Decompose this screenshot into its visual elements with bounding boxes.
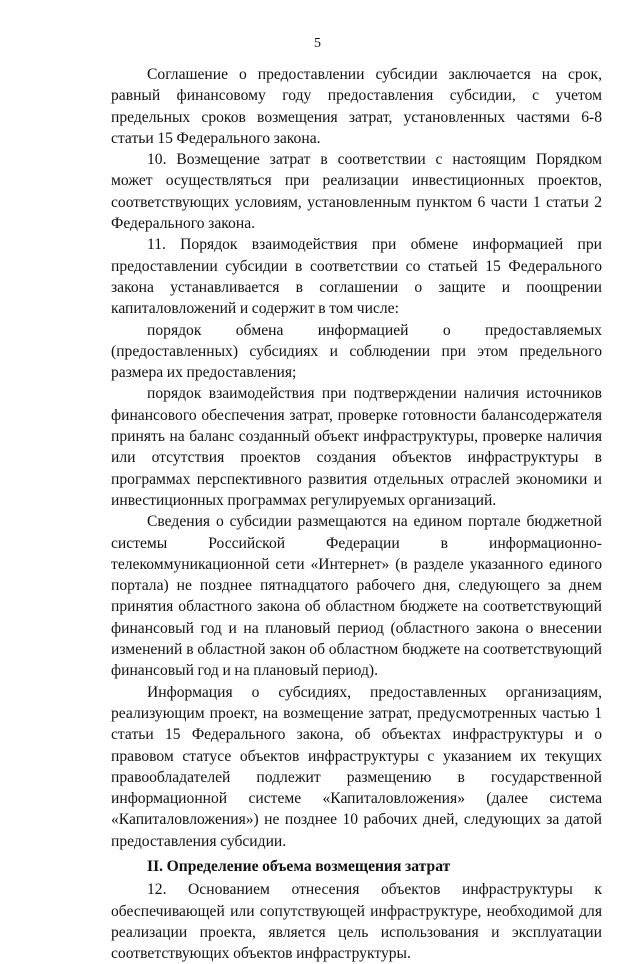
- paragraph-subsidy-agreement-term: Соглашение о предоставлении субсидии заключается на срок, равный финансовому году предоставления субсидии, с учетом предельных сроков возмещения затрат, установленных частями 6-8 статьи 15 Федерального закона.: [111, 66, 602, 147]
- paragraph-capital-investments-system: Информация о субсидиях, предоставленных организациям, реализующим проект, на возмещение затрат, предусмотренных частью 1 статьи 15 Федерального закона, об объектах инфраструктуры и о правовом статусе объектов инфраструктуры с указанием их текущих правообладателей подлежит размещению в государственной информационной системе «Капиталовложения» (далее система «Капиталовложения») не позднее 10 рабочих дней, следующих за датой предоставления субсидии.: [111, 683, 602, 850]
- paragraph-item-12: 12. Основанием отнесения объектов инфраструктуры к обеспечивающей или сопутствующей инфраструктуре, необходимой для реализации проекта, является цель использования и эксплуатации соответствующих объектов инфраструктуры.: [111, 881, 602, 963]
- page-number: 5: [314, 36, 321, 51]
- paragraph-info-exchange-procedure: порядок обмена информацией о предоставляемых (предоставленных) субсидиях и соблюдении при этом предельного размера их предоставления;: [111, 321, 602, 382]
- section-heading: II. Определение объема возмещения затрат: [147, 857, 451, 875]
- paragraph-item-11: 11. Порядок взаимодействия при обмене информацией при предоставлении субсидии в соответствии со статьей 15 Федерального закона устанавливается в соглашении о защите и поощрении капиталовложений и содержит в том числе:: [111, 236, 602, 318]
- paragraph-item-10: 10. Возмещение затрат в соответствии с настоящим Порядком может осуществляться при реализации инвестиционных проектов, соответствующих условиям, установленным пунктом 6 части 1 статьи 2 Федерального закона.: [111, 151, 602, 233]
- paragraph-interaction-procedure: порядок взаимодействия при подтверждении наличия источников финансового обеспечения затрат, проверке готовности балансодержателя принять на баланс созданный объект инфраструктуры, проверке наличия или отсутствия проектов создания объектов инфраструктуры в программах перспективного развития отдельных отраслей экономики и инвестиционных программах регулируемых организаций.: [111, 385, 602, 509]
- paragraph-subsidy-information-portal: Сведения о субсидии размещаются на едином портале бюджетной системы Российской Федерации в информационно-телекоммуникационной сети «Интернет» (в разделе указанного единого портала) не позднее пятнадцатого рабочего дня, следующего за днем принятия областного закона об областном бюджете на соответствующий финансовый год и на плановый период (областного закона о внесении изменений в областной закон об областном бюджете на соответствующий финансовый год и на плановый период).: [111, 513, 602, 680]
- document-body: [111, 64, 602, 964]
